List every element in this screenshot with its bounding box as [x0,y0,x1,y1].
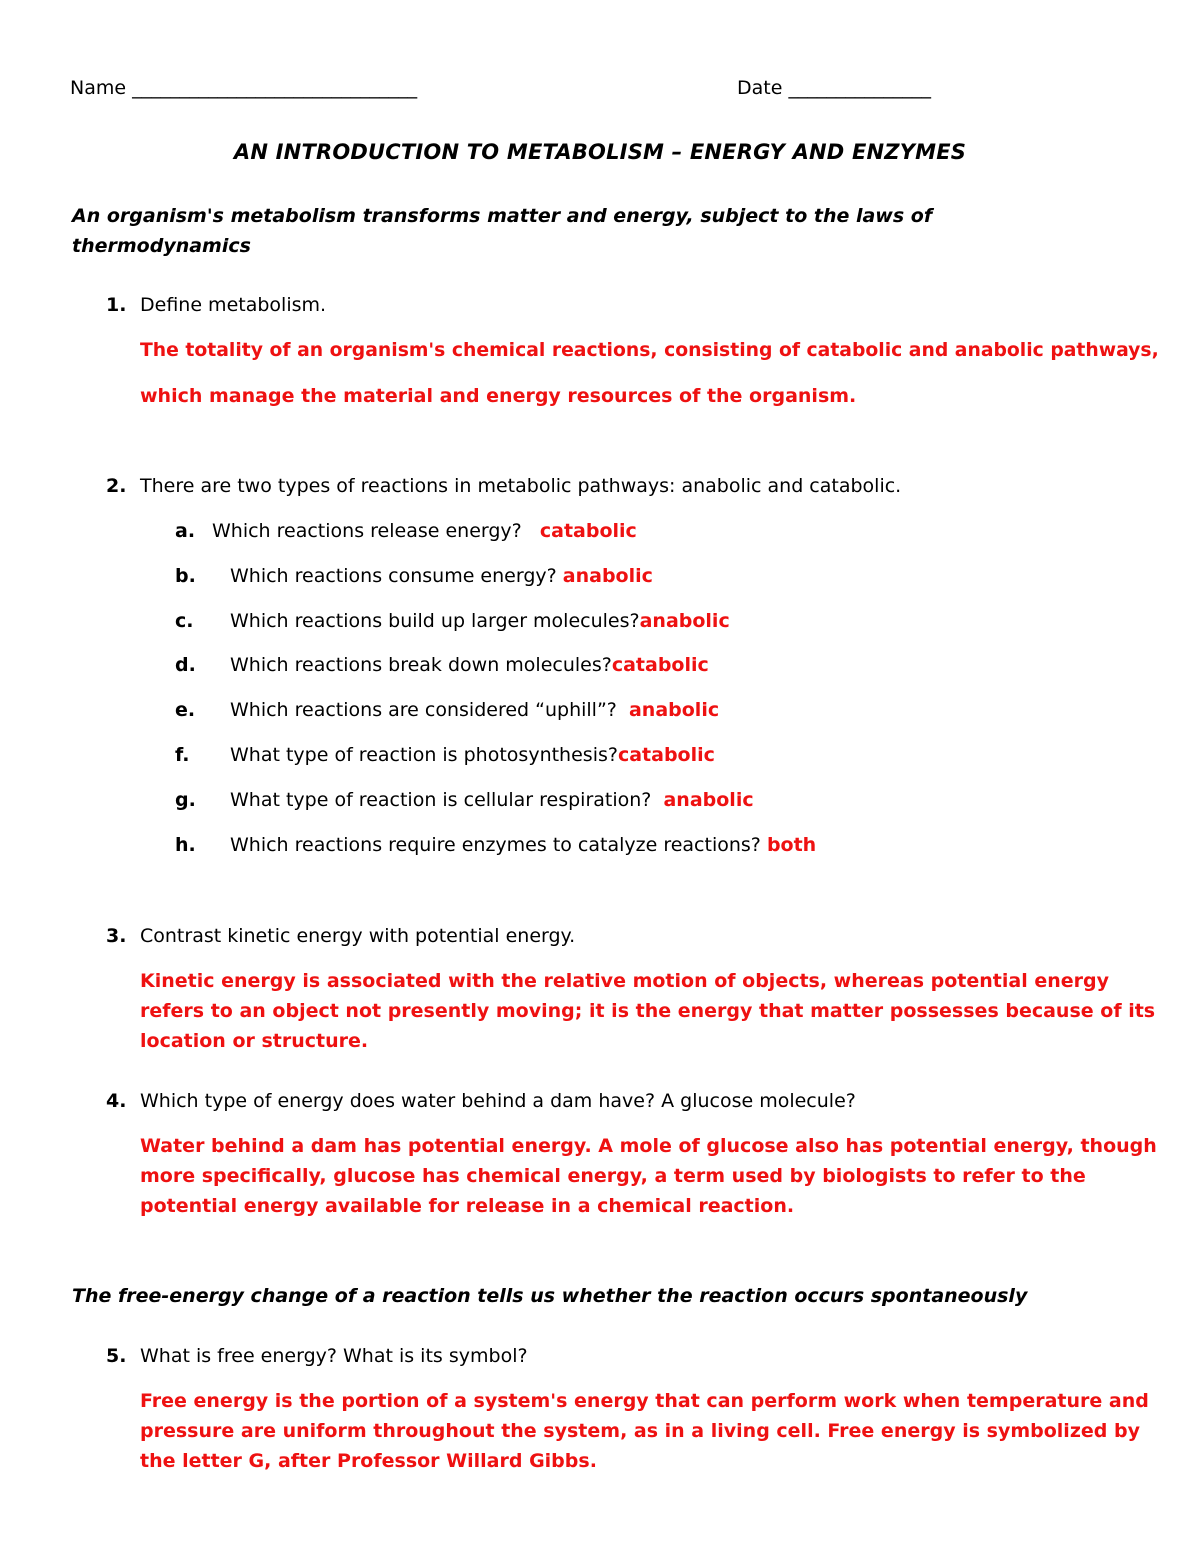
answer-line: The totality of an organism's chemical reactions, consisting of catabolic and anabolic pathways, [140,340,1159,361]
date-label: Date [737,77,783,99]
question-5 [106,1344,528,1368]
sub-question-d [175,653,709,677]
question-number: 2. [106,475,127,497]
question-text: Contrast kinetic energy with potential energy. [140,925,576,947]
answer-line: pressure are uniform throughout the system, as in a living cell. Free energy is symbolized by [140,1420,1140,1442]
question-1 [106,293,326,317]
question-text: There are two types of reactions in metabolic pathways: anabolic and catabolic. [140,475,902,497]
question-3 [106,924,575,948]
sub-letter: g. [175,789,196,811]
sub-question-h [175,833,816,857]
sub-letter: c. [175,610,194,632]
name-blank: ______________________________ [132,77,418,99]
sub-letter: d. [175,654,196,676]
date-blank: _______________ [788,77,931,99]
sub-answer: catabolic [617,744,715,766]
sub-text: Which reactions release energy? [212,520,522,542]
sub-answer: anabolic [663,789,754,811]
name-field[interactable] [70,76,417,100]
question-number: 5. [106,1345,127,1367]
answer-line: location or structure. [140,1030,369,1052]
sub-letter: h. [175,834,196,856]
sub-answer: anabolic [639,610,730,632]
sub-text: Which reactions are considered “uphill”? [230,699,617,721]
sub-question-g [175,788,754,812]
sub-question-c [175,609,730,633]
sub-text: What type of reaction is cellular respiration? [230,789,652,811]
sub-text: Which reactions require enzymes to catalyze reactions? [230,834,761,856]
question-text: Define metabolism. [140,294,327,316]
sub-question-a [175,519,637,543]
answer-line: Kinetic energy is associated with the relative motion of objects, whereas potential energy [140,970,1109,992]
section-heading-line: thermodynamics [72,235,251,257]
date-field[interactable] [737,76,931,100]
answer-line: more specifically, glucose has chemical energy, a term used by biologists to refer to the [140,1165,1086,1187]
question-text: Which type of energy does water behind a dam have? A glucose molecule? [140,1090,856,1112]
sub-letter: e. [175,699,196,721]
sub-answer: both [766,834,817,856]
sub-text: Which reactions build up larger molecules? [230,610,640,632]
question-2 [106,474,901,498]
page-title: AN INTRODUCTION TO METABOLISM – ENERGY AND ENZYMES [233,140,967,164]
sub-answer: catabolic [611,654,709,676]
sub-letter: a. [175,520,196,542]
sub-text: What type of reaction is photosynthesis? [230,744,618,766]
sub-answer: catabolic [539,520,637,542]
answer-line: potential energy available for release in a chemical reaction. [140,1195,795,1217]
question-number: 4. [106,1090,127,1112]
sub-answer: anabolic [562,565,653,587]
sub-question-e [175,698,719,722]
section-heading-line: The free-energy change of a reaction tells us whether the reaction occurs spontaneously [72,1285,1028,1307]
answer-line: which manage the material and energy resources of the organism. [140,385,857,407]
answer-line: Free energy is the portion of a system's energy that can perform work when temperature and [140,1390,1149,1412]
sub-letter: b. [175,565,196,587]
section-heading-line: An organism's metabolism transforms matter and energy, subject to the laws of [72,205,933,227]
answer-line: the letter G, after Professor Willard Gibbs. [140,1450,597,1472]
sub-question-b [175,564,653,588]
sub-question-f [175,743,715,767]
question-number: 1. [106,294,127,316]
question-4 [106,1089,856,1113]
question-text: What is free energy? What is its symbol? [140,1345,528,1367]
answer-line: refers to an object not presently moving; it is the energy that matter possesses because of its [140,1000,1156,1022]
sub-text: Which reactions consume energy? [230,565,557,587]
sub-answer: anabolic [628,699,720,721]
sub-text: Which reactions break down molecules? [230,654,612,676]
name-label: Name [70,77,127,99]
question-number: 3. [106,925,127,947]
answer-line: Water behind a dam has potential energy. A mole of glucose also has potential energy, though [140,1135,1157,1157]
sub-letter: f. [175,744,190,766]
